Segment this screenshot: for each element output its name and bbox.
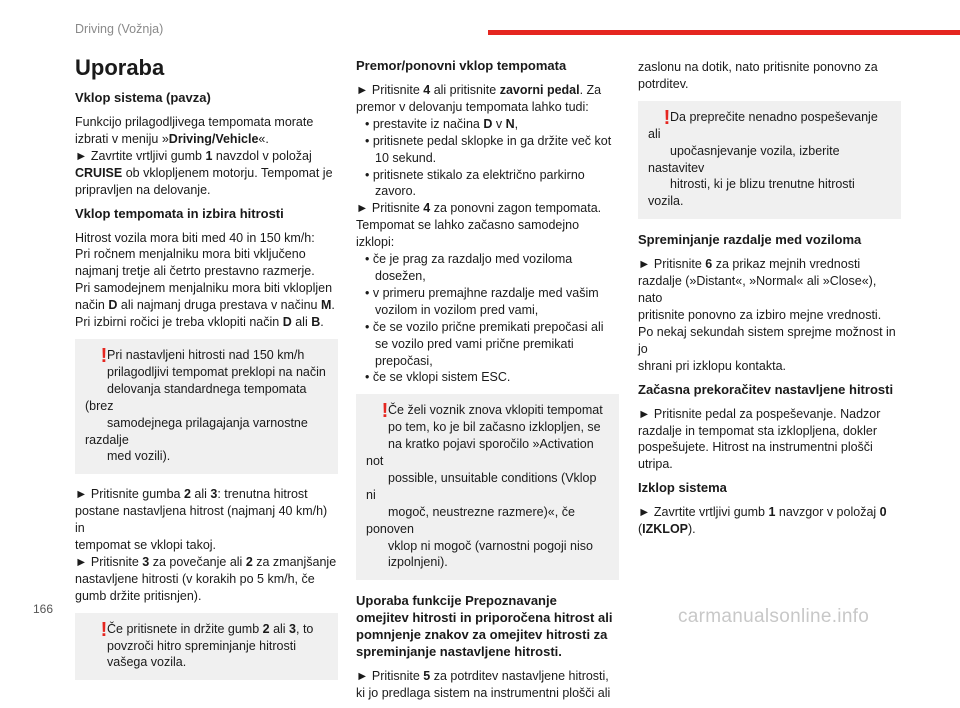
arrow-icon: ► bbox=[638, 257, 654, 272]
paragraph: ► Zavrtite vrtljivi gumb 1 navzgor v položaj 0 (IZKLOP). bbox=[638, 505, 887, 537]
column-2 bbox=[356, 55, 619, 708]
arrow-icon: ► bbox=[356, 669, 372, 684]
arrow-icon: ► bbox=[356, 83, 372, 97]
paragraph: ► Pritisnite pedal za pospeševanje. Nadzor razdalje in tempomat sta izklopljena, dokler pospešujete. Hitrost na instrumentni plošči utripa. bbox=[638, 406, 881, 472]
paragraph: ► Pritisnite gumba 2 ali 3: trenutna hitrost postane nastavljena hitrost (najmanj 40 km/h) in tempomat se vklopi takoj. ► Pritisnite 3 za povečanje ali 2 za zmanjšanje nastavljene hitrosti (v korakih po 5 km/h, če gumb držite pritisnjen). bbox=[75, 487, 337, 603]
heading-distance: Spreminjanje razdalje med voziloma bbox=[638, 232, 862, 248]
heading-system-off: Izklop sistema bbox=[638, 480, 727, 496]
list-item: • če se vklopi sistem ESC. bbox=[365, 370, 511, 385]
page-number: 166 bbox=[33, 602, 54, 616]
page-title: Uporaba bbox=[75, 55, 165, 80]
list-item: • v primeru premajhne razdalje med vašim vozilom in vozilom pred vami, bbox=[365, 285, 599, 317]
arrow-icon: ► bbox=[75, 554, 91, 569]
arrow-icon: ► bbox=[638, 505, 654, 520]
paragraph: Hitrost vozila mora biti med 40 in 150 km/h: Pri ročnem menjalniku mora biti vključeno najmanj tretje ali četrto prestavno razmerje. Pri samodejnem menjalniku mora biti vklopljen način D ali najmanj druga prestava v načinu M. Pri izbirni ročici je treba vklopiti način D ali B. bbox=[75, 230, 335, 330]
arrow-icon: ► bbox=[638, 406, 654, 421]
list-item: • če je prag za razdaljo med voziloma dosežen, bbox=[365, 252, 573, 283]
warning-note: ! Če želi voznik znova vklopiti tempomat po tem, ko je bil začasno izklopljen, se na kratko pojavi sporočilo »Activation not possible, unsuitable conditions (Vklop ni mogoč, neustrezne razmere)«, če ponoven vklop ni mogoč (varnostni pogoji niso izpolnjeni). bbox=[356, 394, 619, 580]
warning-icon: ! bbox=[100, 618, 108, 641]
heading-exceed: Začasna prekoračitev nastavljene hitrosti bbox=[638, 381, 894, 397]
header-accent-bar bbox=[488, 30, 960, 35]
warning-icon: ! bbox=[381, 400, 389, 423]
arrow-icon: ► bbox=[75, 148, 91, 163]
section-header: Driving (Vožnja) bbox=[75, 22, 164, 36]
arrow-icon: ► bbox=[75, 487, 91, 502]
paragraph: ► Pritisnite 5 za potrditev nastavljene hitrosti, ki jo predlaga sistem na instrumentni plošči ali bbox=[356, 669, 611, 701]
paragraph: zaslonu na dotik, nato pritisnite ponovno za potrditev. bbox=[638, 60, 878, 91]
paragraph: Funkcijo prilagodljivega tempomata morate izbrati v meniju »Driving/Vehicle«. ► Zavrtite vrtljivi gumb 1 navzdol v položaj CRUISE ob vklopljenem motorju. Tempomat je pripravljen na delovanje. bbox=[75, 115, 333, 197]
heading-pause: Vklop sistema (pavza) bbox=[75, 90, 211, 105]
warning-note: ! Če pritisnete in držite gumb 2 ali 3, to povzroči hitro spreminjanje hitrosti vašega vozila. bbox=[75, 613, 338, 681]
heading-speed: Vklop tempomata in izbira hitrosti bbox=[75, 205, 284, 221]
warning-note: ! Da preprečite nenadno pospeševanje ali upočasnjevanje vozila, izberite nastavitev hitrosti, ki je blizu trenutne hitrosti vozila. bbox=[638, 101, 901, 219]
list-item: • pritisnete stikalo za električno parkirno zavoro. bbox=[365, 167, 585, 199]
list-item: • prestavite iz načina D v N, bbox=[365, 116, 519, 131]
warning-icon: ! bbox=[100, 344, 108, 367]
warning-note: ! Pri nastavljeni hitrosti nad 150 km/h prilagodljivi tempomat preklopi na način delovanja standardnega tempomata (brez samodejnega prilagajanja varnostne razdalje med vozili). bbox=[75, 339, 338, 474]
list-item: • če se vozilo prične premikati prepočasi ali se vozilo pred vami prične premikati prepočasi, bbox=[365, 319, 604, 368]
watermark: carmanualsonline.info bbox=[678, 606, 870, 627]
heading-pause-resume: Premor/ponovni vklop tempomata bbox=[356, 58, 567, 73]
column-1 bbox=[75, 55, 338, 692]
paragraph: ► Pritisnite 6 za prikaz mejnih vrednosti razdalje (»Distant«, »Normal« ali »Close«), nato pritisnite ponovno za izbiro mejne vrednosti. Po nekaj sekundah sistem sprejme možnost in jo shrani pri izklopu kontakta. bbox=[638, 257, 896, 373]
paragraph: ► Pritisnite 4 ali pritisnite zavorni pedal. Za premor v delovanju tempomata lahko tudi: • prestavite iz načina D v N, • pritisnete pedal sklopke in ga držite več kot 10 sekund. • pritisnete stikalo za električno parkirno zavoro. ► Pritisnite 4 za ponovni zagon tempomata. Tempomat se lahko začasno samodejno izklopi: • če je prag za razdaljo med voziloma dosežen, • v primeru premajhne razdalje med vašim vozilom in vozilom pred vami, • če se vozilo prične premikati prepočasi ali se vozilo pred vami prične premikati prepočasi, • če se vklopi sistem ESC. bbox=[356, 82, 619, 386]
heading-speed-limit-recognition: Uporaba funkcije Prepoznavanje omejitev hitrosti in priporočena hitrost ali pomnjenje znakov za omejitev hitrosti za spreminjanje nastavljene hitrosti. bbox=[356, 593, 613, 660]
arrow-icon: ► bbox=[356, 201, 372, 216]
list-item: • pritisnete pedal sklopke in ga držite več kot 10 sekund. bbox=[365, 133, 612, 165]
column-3 bbox=[638, 55, 901, 544]
warning-icon: ! bbox=[663, 106, 671, 129]
